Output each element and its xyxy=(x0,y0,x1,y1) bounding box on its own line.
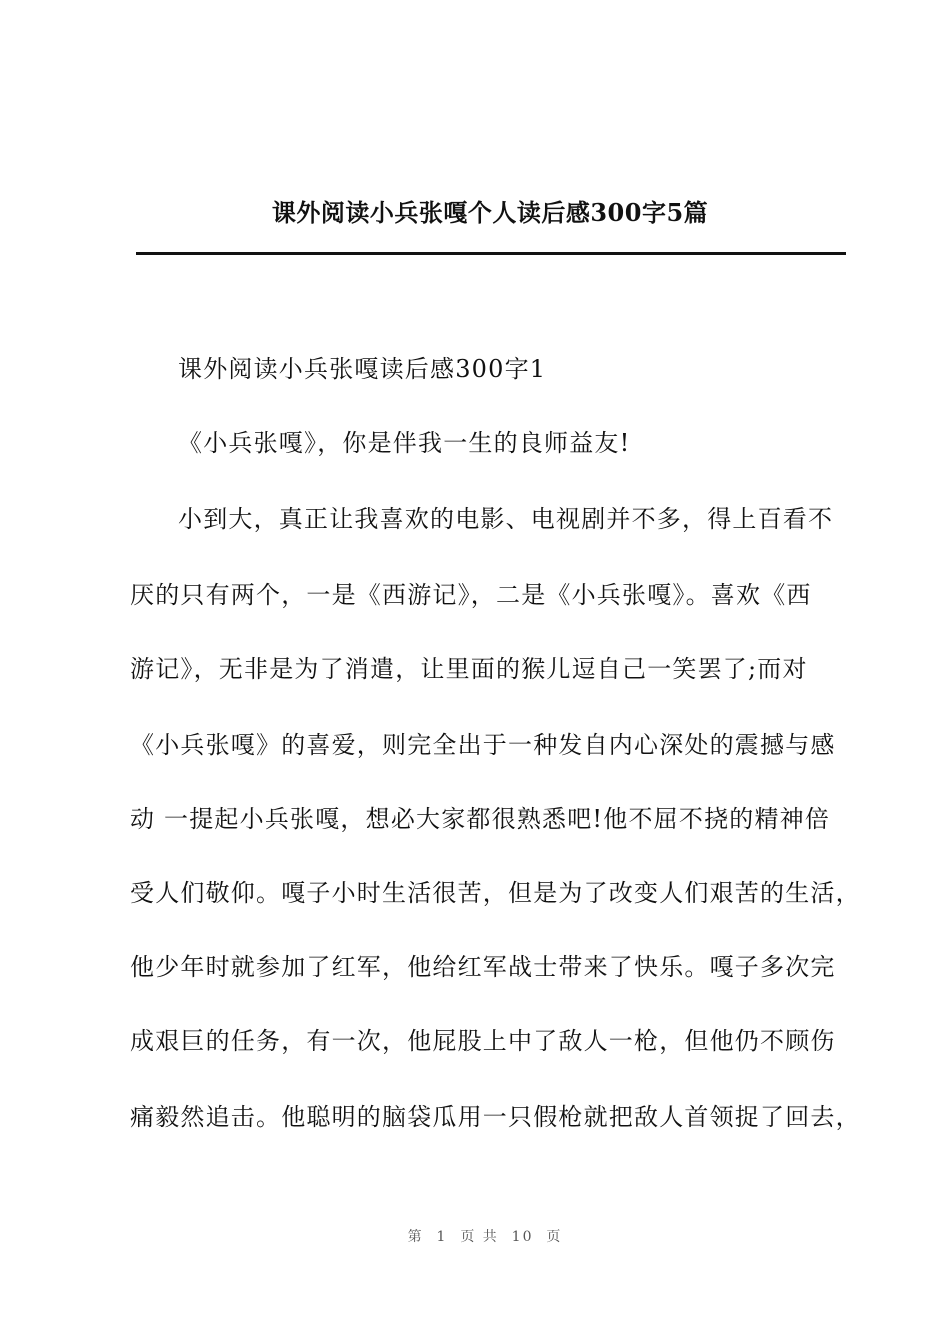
paragraph-line: 小到大，真正让我喜欢的电影、电视剧并不多，得上百看不 xyxy=(178,505,834,533)
paragraph-line: 厌的只有两个，一是《西游记》，二是《小兵张嘎》。喜欢《西 xyxy=(130,581,812,609)
paragraph-line: 游记》，无非是为了消遣，让里面的猴儿逗自己一笑罢了;而对 xyxy=(130,655,808,683)
paragraph-line: 动 一提起小兵张嘎，想必大家都很熟悉吧!他不屈不挠的精神倍 xyxy=(130,805,831,833)
paragraph-line: 《小兵张嘎》的喜爱，则完全出于一种发自内心深处的震撼与感 xyxy=(130,731,836,759)
title-underline xyxy=(136,252,846,255)
paragraph-line: 成艰巨的任务，有一次，他屁股上中了敌人一枪，但他仍不顾伤 xyxy=(130,1027,836,1055)
paragraph-line: 痛毅然追击。他聪明的脑袋瓜用一只假枪就把敌人首领捉了回去， xyxy=(130,1103,861,1131)
section-heading: 课外阅读小兵张嘎读后感300字1 xyxy=(178,355,547,383)
paragraph-line: 《小兵张嘎》，你是伴我一生的良师益友! xyxy=(178,429,631,457)
paragraph-line: 他少年时就参加了红军，他给红军战士带来了快乐。嘎子多次完 xyxy=(130,953,836,981)
document-title: 课外阅读小兵张嘎个人读后感300字5篇 xyxy=(271,198,709,227)
paragraph-line: 受人们敬仰。嘎子小时生活很苦，但是为了改变人们艰苦的生活， xyxy=(130,879,861,907)
page-number-footer: 第 1 页 共 10 页 xyxy=(407,1229,563,1245)
